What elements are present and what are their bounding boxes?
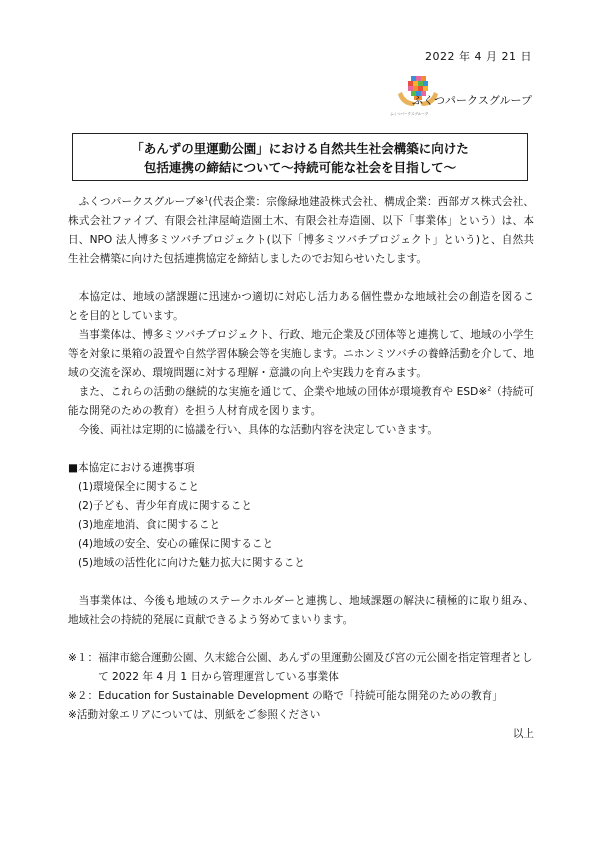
list-item: (1)環境保全に関すること	[78, 481, 199, 493]
release-date: 2022 年 4 月 21 日	[425, 50, 532, 63]
logo-mosaic-tile	[413, 81, 418, 86]
list-item: (2)子ども、青少年育成に関すること	[78, 500, 252, 512]
list-item: (3)地産地消、食に関すること	[78, 519, 221, 531]
footnote-2-text: Education for Sustainable Development の略で「持続可能な開発のための教育」	[98, 690, 503, 702]
organization-name: ふくつパークスグループ	[411, 94, 532, 107]
logo-mosaic-tile	[418, 86, 423, 91]
title-line-2: 包括連携の締結について～持続可能な社会を目指して～	[143, 160, 457, 175]
logo-mosaic-tile	[416, 76, 421, 81]
paragraph-commitment: 当事業体は、今後も地域のステークホルダーと連携し、地域課題の解決に積極的に取り組み、地域社会の持続的発展に貢献できるよう努めてまいります。	[68, 595, 534, 626]
paragraph-purpose: 本協定は、地域の諸課題に迅速かつ適切に対応し活力ある個性豊かな地域社会の創造を図ることを目的としています。	[68, 291, 534, 322]
list-item: (4)地域の安全、安心の確保に関すること	[78, 538, 274, 550]
logo-mosaic-tile	[423, 81, 428, 86]
paragraph-intro	[68, 193, 534, 269]
paragraph-esd	[68, 383, 534, 421]
logo-mosaic-tile	[408, 86, 413, 91]
paragraph-esd-text-b: （持続可能な開発のための教育）を担う人材育成を図ります。	[68, 386, 535, 417]
footnote-1	[68, 649, 534, 687]
document-body	[68, 193, 534, 744]
logo-mosaic-tile	[413, 86, 418, 91]
logo-mosaic-tile	[418, 81, 423, 86]
logo-mosaic-tile	[421, 76, 426, 81]
footnote-1-mark: ※１：	[68, 652, 99, 664]
logo-mosaic-tile	[411, 76, 416, 81]
title-box	[72, 133, 528, 181]
logo-caption: ふくつパークスグループ	[390, 112, 429, 116]
footnote-1-text: 福津市総合運動公園、久末総合公園、あんずの里運動公園及び宮の元公園を指定管理者として 2022 年 4 月 1 日から管理運営している事業体	[98, 652, 533, 683]
paragraph-intro-text-a: ふくつパークスグループ※	[78, 196, 205, 208]
organization-header	[372, 72, 532, 122]
closing-mark: 以上	[512, 728, 534, 740]
list-item: (5)地域の活性化に向けた魅力拡大に関すること	[78, 557, 305, 569]
footnote-ref-1: 1	[204, 195, 209, 203]
footnote-area	[68, 706, 534, 725]
section-title: ■本協定における連携事項	[68, 462, 195, 474]
paragraph-future: 今後、両社は定期的に協議を行い、具体的な活動内容を決定していきます。	[78, 424, 438, 436]
title-line-1: 「あんずの里運動公園」における自然共生社会構築に向けた	[131, 141, 469, 156]
logo-mosaic-tile	[423, 86, 428, 91]
paragraph-intro-text-b: (代表企業：宗像緑地建設株式会社、構成企業：西部ガス株式会社、株式会社ファイブ、有限会社津屋崎造園土木、有限会社寿造園、以下「事業体」という）は、本日、NPO 法人博多ミツバチプロジェクト(以下「博多ミツバチプロジェクト」という)と、自然共生社会構築に向けた包括連携協定を締結しましたのでお知らせいたします。	[68, 196, 534, 265]
footnote-ref-2: 2	[487, 385, 492, 393]
footnote-2	[68, 687, 534, 706]
footnote-area-text: ※活動対象エリアについては、別紙をご参照ください	[68, 709, 321, 721]
logo-mosaic-tile	[408, 81, 413, 86]
paragraph-esd-text-a: また、これらの活動の継続的な実施を通じて、企業や地域の団体が環境教育や ESD※	[78, 386, 488, 398]
paragraph-activities: 当事業体は、博多ミツバチプロジェクト、行政、地元企業及び団体等と連携して、地域の小学生等を対象に巣箱の設置や自然学習体験会等を実施します。ニホンミツバチの養蜂活動を介して、地域の交流を深め、環境問題に対する理解・意識の向上や実践力を育みます。	[68, 329, 534, 379]
footnote-2-mark: ※２：	[68, 690, 99, 702]
